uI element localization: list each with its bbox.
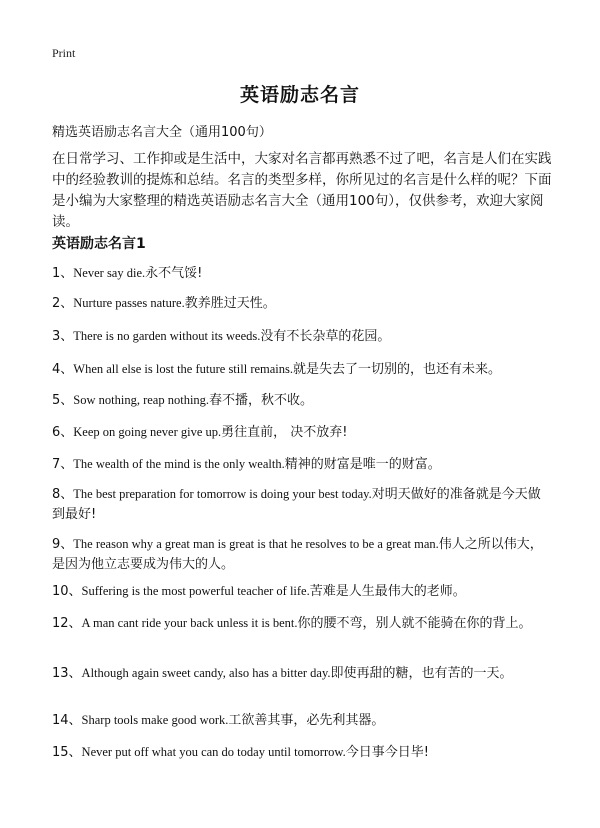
quote-number: 13、: [52, 666, 82, 681]
quote-english: Sow nothing, reap nothing.: [73, 393, 210, 407]
quote-chinese: 春不播，秋不收。: [209, 393, 314, 408]
quote-item: [52, 422, 552, 443]
quote-chinese: 勇往直前， 决不放弃!: [221, 425, 348, 440]
quote-item: [52, 263, 552, 284]
quote-english: Nurture passes nature.: [73, 296, 185, 310]
quote-chinese: 教养胜过天性。: [184, 296, 276, 311]
quote-english: The wealth of the mind is the only wealth.: [73, 457, 285, 471]
quote-english: Sharp tools make good work.: [81, 713, 229, 727]
section-heading: 英语励志名言1: [52, 236, 146, 252]
quote-english: There is no garden without its weeds.: [73, 329, 261, 343]
quote-item: [52, 663, 552, 684]
quote-number: 6、: [52, 425, 74, 440]
quote-chinese: 就是失去了一切别的，也还有未来。: [293, 362, 502, 377]
quote-number: 1、: [52, 266, 74, 281]
quote-chinese: 苦难是人生最伟大的老师。: [309, 584, 466, 599]
quote-number: 5、: [52, 393, 74, 408]
quote-english: A man cant ride your back unless it is bent.: [81, 616, 298, 630]
print-link[interactable]: Print: [52, 46, 76, 60]
quote-item: [52, 293, 552, 314]
quote-number: 14、: [52, 713, 82, 728]
quote-number: 10、: [52, 584, 82, 599]
quote-number: 9、: [52, 537, 74, 552]
quote-chinese: 即使再甜的糖，也有苦的一天。: [330, 666, 513, 681]
quote-item: [52, 326, 552, 347]
page-subtitle: 精选英语励志名言大全（通用100句）: [52, 125, 272, 140]
quote-number: 7、: [52, 457, 74, 472]
quote-english: Keep on going never give up.: [73, 425, 222, 439]
quote-chinese: 对明天做好的准备就是今天做到最好!: [52, 487, 541, 522]
quote-chinese: 你的腰不弯，别人就不能骑在你的背上。: [297, 616, 532, 631]
quote-chinese: 精神的财富是唯一的财富。: [284, 457, 441, 472]
page-title: 英语励志名言: [239, 84, 360, 106]
quote-english: The best preparation for tomorrow is doing your best today.: [73, 487, 372, 501]
quote-english: Although again sweet candy, also has a bitter day.: [81, 666, 331, 680]
quote-item: [52, 534, 552, 575]
quote-item: [52, 390, 552, 411]
quote-english: Never say die.: [73, 266, 146, 280]
quote-chinese: 永不气馁!: [145, 266, 203, 281]
quote-item: [52, 454, 552, 475]
quote-number: 4、: [52, 362, 74, 377]
quote-chinese: 工欲善其事，必先利其器。: [228, 713, 385, 728]
intro-paragraph: 在日常学习、工作抑或是生活中，大家对名言都再熟悉不过了吧，名言是人们在实践中的经验教训的提炼和总结。名言的类型多样，你所见过的名言是什么样的呢？下面是小编为大家整理的精选英语励志名言大全（通用100句），仅供参考，欢迎大家阅读。: [52, 151, 552, 230]
quote-item: [52, 484, 552, 525]
quote-item: [52, 613, 552, 634]
quote-number: 2、: [52, 296, 74, 311]
quote-chinese: 没有不长杂草的花园。: [260, 329, 391, 344]
quote-english: Never put off what you can do today until tomorrow.: [81, 745, 346, 759]
quote-number: 8、: [52, 487, 74, 502]
quote-item: [52, 710, 552, 731]
quote-chinese: 今日事今日毕!: [345, 745, 429, 760]
quote-number: 15、: [52, 745, 82, 760]
quote-item: [52, 742, 552, 763]
quote-chinese: 伟人之所以伟大，是因为他立志要成为伟大的人。: [52, 537, 543, 572]
quote-item: [52, 581, 552, 602]
quote-number: 3、: [52, 329, 74, 344]
quote-item: [52, 359, 552, 380]
quote-number: 12、: [52, 616, 82, 631]
quote-english: Suffering is the most powerful teacher of life.: [81, 584, 310, 598]
quote-english: The reason why a great man is great is that he resolves to be a great man.: [73, 537, 439, 551]
quote-english: When all else is lost the future still remains.: [73, 362, 294, 376]
